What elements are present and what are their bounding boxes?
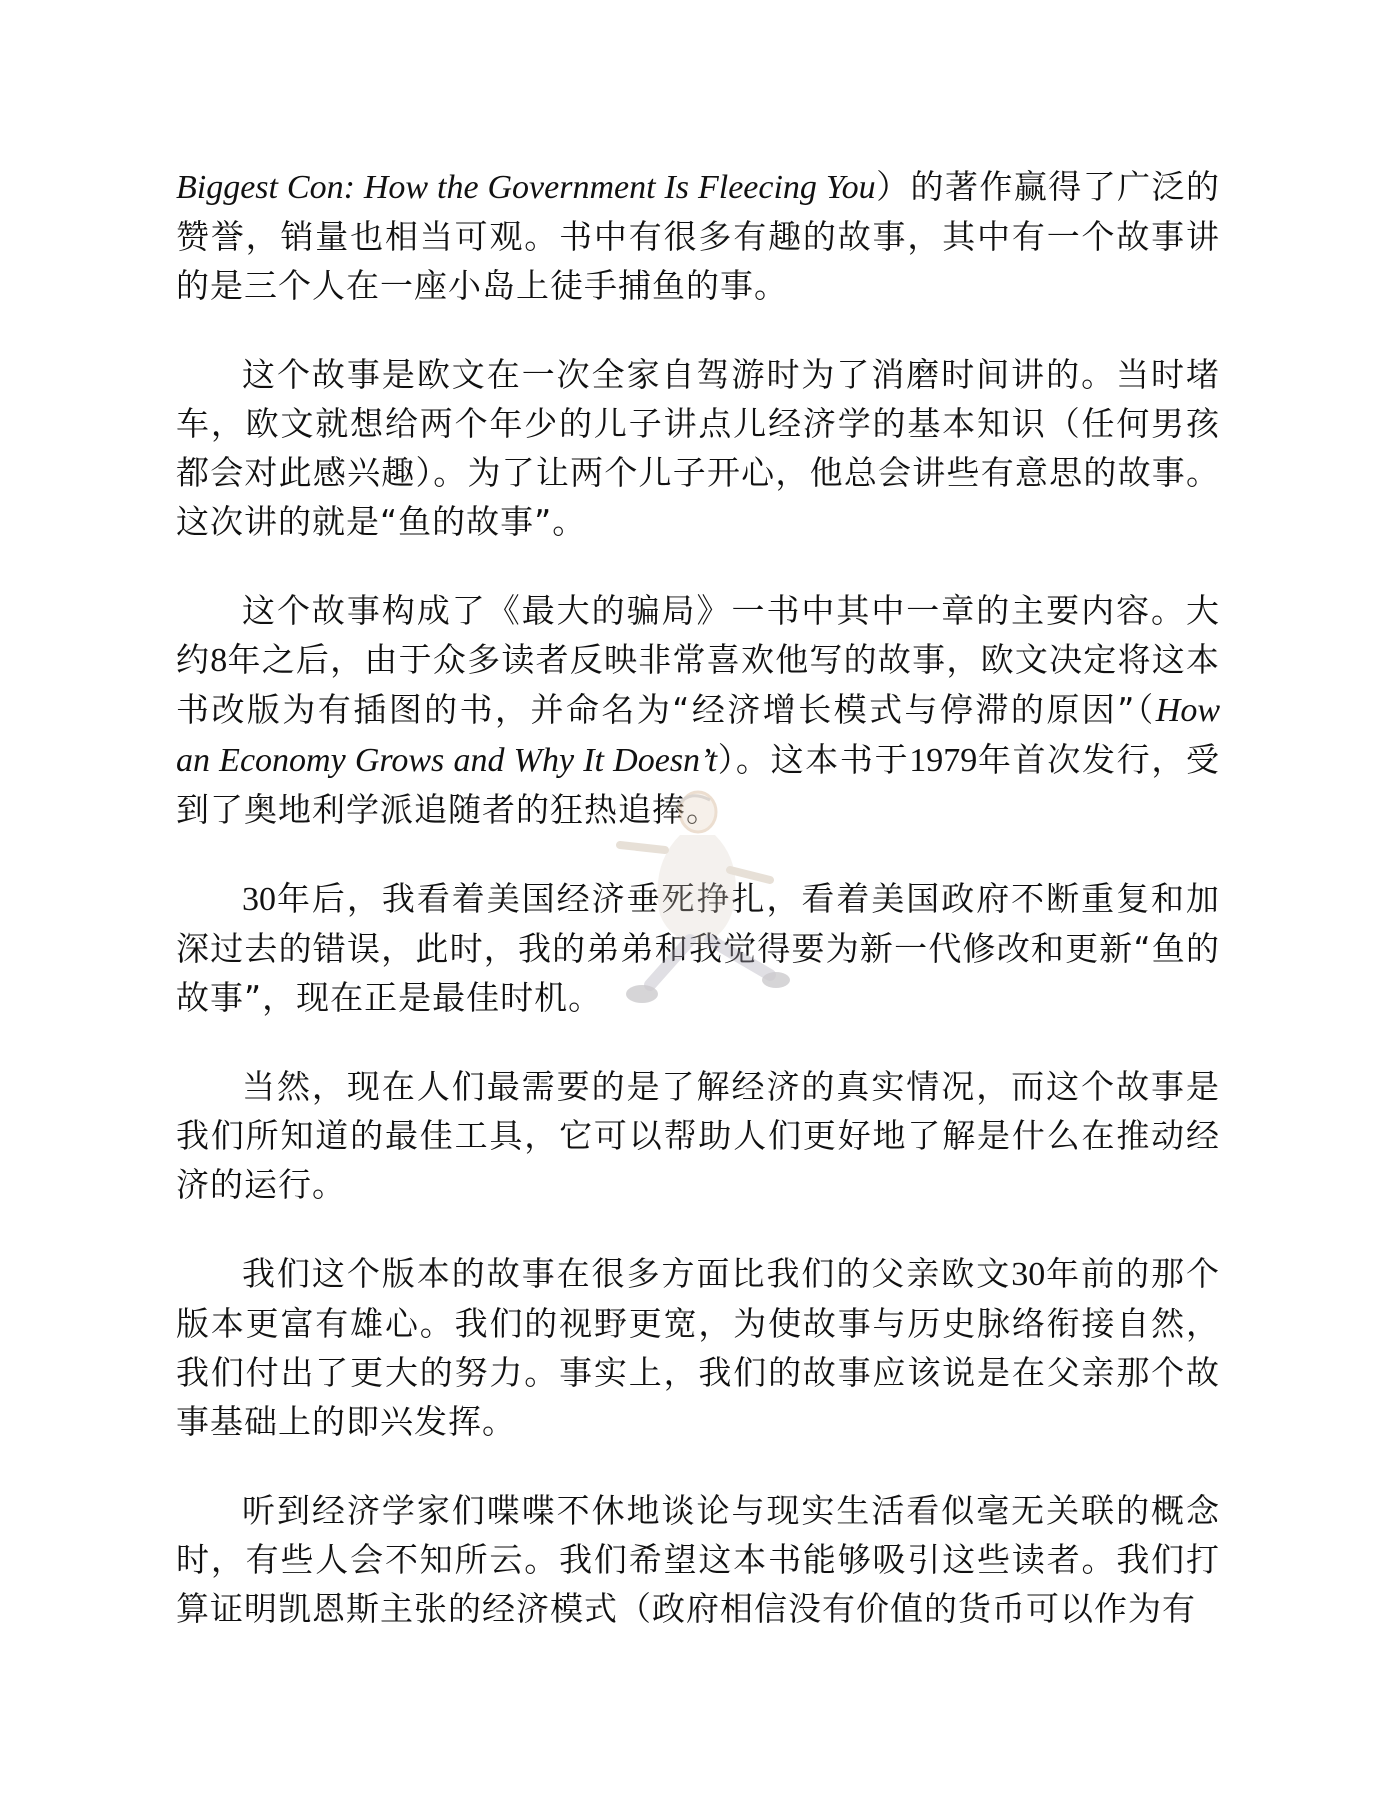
document-body <box>176 162 1220 1673</box>
book-title-en: How an Economy Grows and Why It Doesn’t <box>176 692 1220 779</box>
text-run: 这个故事是欧文在一次全家自驾游时为了消磨时间讲的。当时堵车，欧文就想给两个年少的儿子讲点儿经济学的基本知识（任何男孩都会对此感兴趣）。为了让两个儿子开心，他总会讲些有意思的故事。这次讲的就是“鱼的故事”。 <box>176 355 1220 541</box>
paragraph-5 <box>176 1062 1220 1209</box>
number-run: 30 <box>1011 1256 1046 1293</box>
number-run: 1979 <box>909 742 978 779</box>
book-title-en: Biggest Con: How the Government Is Fleecing You <box>176 169 876 206</box>
paragraph-4 <box>176 874 1220 1022</box>
paragraph-6 <box>176 1249 1220 1446</box>
number-run: 8 <box>210 642 228 679</box>
text-run: 我们这个版本的故事在很多方面比我们的父亲欧文 <box>242 1254 1012 1293</box>
paragraph-7 <box>176 1486 1220 1633</box>
paragraph-1 <box>176 162 1220 310</box>
text-run: 年首次发行，受到了奥地利学派追随者的狂热追捧。 <box>176 740 1221 829</box>
text-run: 年之后，由于众多读者反映非常喜欢他写的故事，欧文决定将这本书改版为有插图的书，并命名为“经济增长模式与停滞的原因”（ <box>176 640 1221 729</box>
text-run: 年前的那个版本更富有雄心。我们的视野更宽，为使故事与历史脉络衔接自然，我们付出了更大的努力。事实上，我们的故事应该说是在父亲那个故事基础上的即兴发挥。 <box>176 1254 1221 1441</box>
text-run: 年后，我看着美国经济垂死挣扎，看着美国政府不断重复和加深过去的错误，此时，我的弟弟和我觉得要为新一代修改和更新“鱼的故事”，现在正是最佳时机。 <box>176 879 1220 1017</box>
text-run: 当然，现在人们最需要的是了解经济的真实情况，而这个故事是我们所知道的最佳工具，它可以帮助人们更好地了解是什么在推动经济的运行。 <box>176 1067 1220 1204</box>
paragraph-2 <box>176 350 1220 546</box>
number-run: 30 <box>242 881 276 918</box>
text-run: 听到经济学家们喋喋不休地谈论与现实生活看似毫无关联的概念时，有些人会不知所云。我们希望这本书能够吸引这些读者。我们打算证明凯恩斯主张的经济模式（政府相信没有价值的货币可以作为有 <box>176 1491 1220 1628</box>
text-run: ）的著作赢得了广泛的赞誉，销量也相当可观。书中有很多有趣的故事，其中有一个故事讲的是三个人在一座小岛上徒手捕鱼的事。 <box>176 167 1220 305</box>
text-run: 这个故事构成了《最大的骗局》一书中其中一章的主要内容。大约 <box>176 591 1220 679</box>
text-run: ）。这本书于 <box>717 740 910 779</box>
paragraph-3 <box>176 586 1220 834</box>
